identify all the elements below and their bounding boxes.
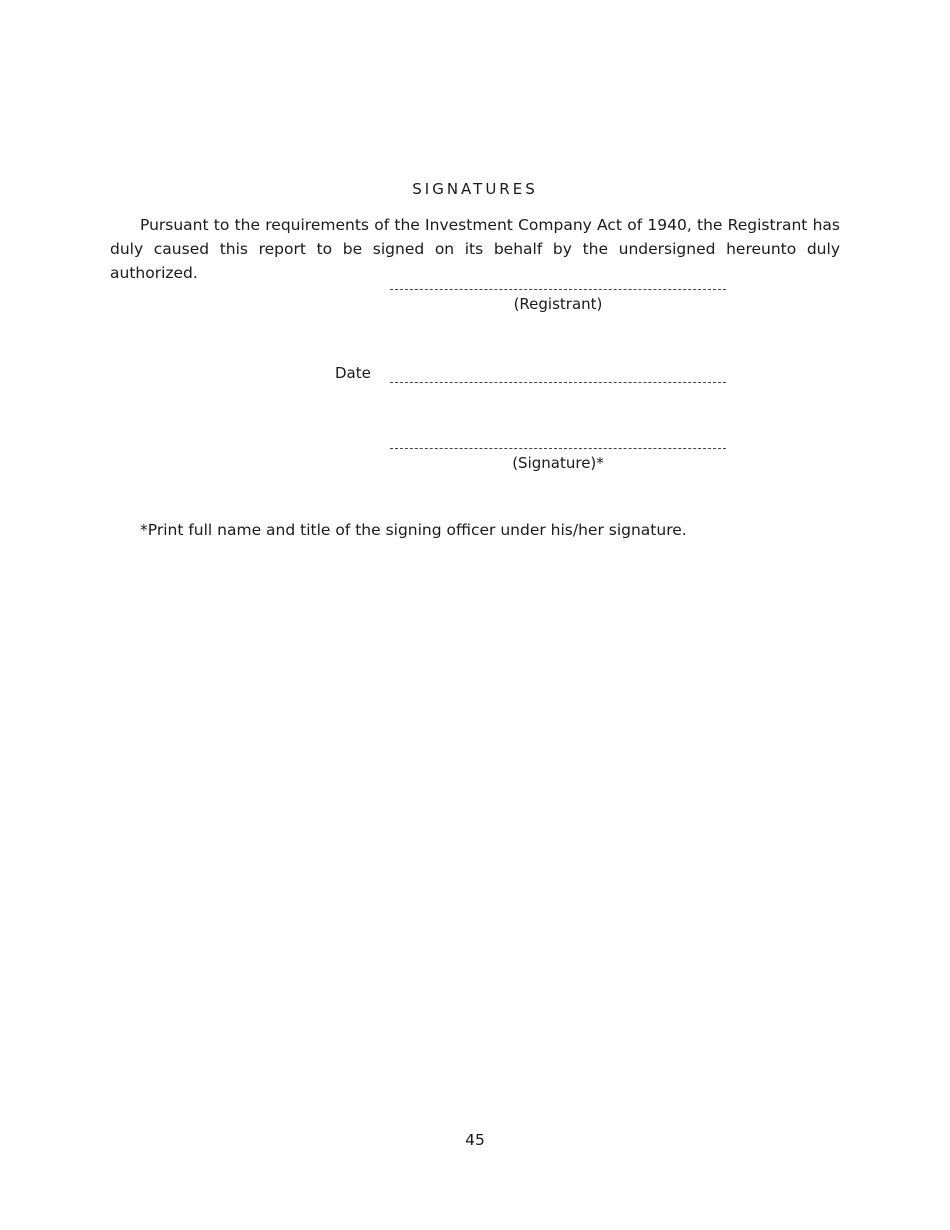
registrant-block <box>390 289 726 313</box>
signature-line[interactable] <box>390 448 726 449</box>
signature-caption: (Signature)* <box>512 454 604 472</box>
body-paragraph: Pursuant to the requirements of the Investment Company Act of 1940, the Registrant has duly caused this report to be signed on its behalf by the undersigned hereunto duly authorized. <box>110 216 840 282</box>
signature-block <box>390 448 726 472</box>
registrant-caption: (Registrant) <box>513 295 603 313</box>
date-block <box>390 382 726 383</box>
date-label: Date <box>335 364 371 382</box>
registrant-signature-line[interactable] <box>390 289 726 290</box>
date-line[interactable] <box>390 382 726 383</box>
page-title: SIGNATURES <box>412 180 538 198</box>
footnote: *Print full name and title of the signing officer under his/her signature. <box>140 521 687 539</box>
page-number: 45 <box>465 1131 485 1149</box>
